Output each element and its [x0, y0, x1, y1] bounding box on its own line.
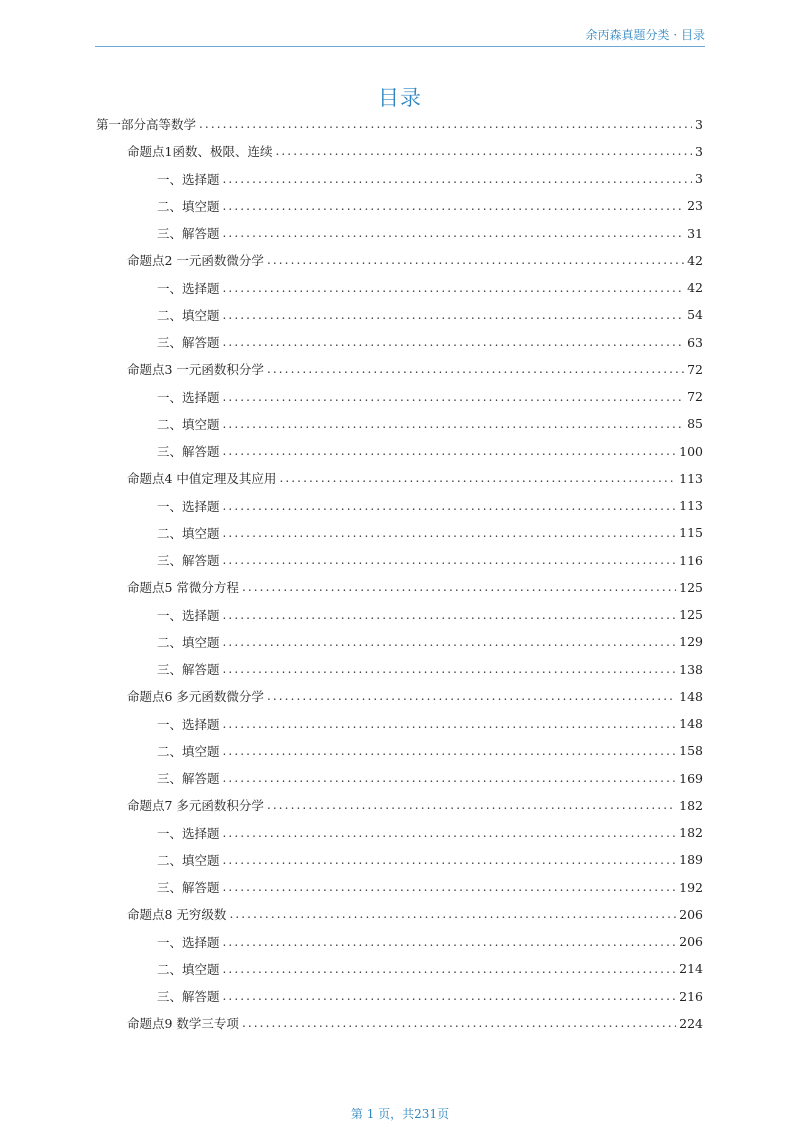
toc-dot-leader [223, 390, 685, 404]
toc-entry[interactable] [157, 331, 703, 353]
toc-entry-label: 三、解答题 [157, 771, 220, 786]
toc-entry[interactable] [127, 249, 703, 271]
toc-entry[interactable] [127, 576, 703, 598]
header-text: 余丙森真题分类 · 目录 [585, 28, 705, 42]
toc-dot-leader [223, 417, 685, 431]
toc-dot-leader [267, 253, 684, 267]
toc-entry[interactable] [157, 495, 703, 517]
toc-entry[interactable] [157, 195, 703, 217]
toc-dot-leader [223, 717, 677, 731]
toc-entry-page-number: 3 [695, 116, 703, 132]
toc-entry-label: 三、解答题 [157, 444, 220, 459]
toc-dot-leader [223, 880, 677, 894]
toc-entry-page-number: 42 [687, 252, 703, 268]
toc-entry[interactable] [157, 386, 703, 408]
toc-dot-leader [267, 362, 684, 376]
toc-entry[interactable] [127, 140, 703, 162]
toc-dot-leader [223, 826, 677, 840]
toc-entry-page-number: 125 [679, 579, 703, 595]
toc-entry[interactable] [157, 876, 703, 898]
toc-entry[interactable] [157, 767, 703, 789]
toc-entry-page-number: 125 [679, 607, 703, 622]
toc-entry-label: 二、填空题 [157, 307, 220, 323]
toc-entry[interactable] [157, 304, 703, 326]
toc-entry[interactable] [157, 931, 703, 953]
toc-entry[interactable] [157, 849, 703, 871]
toc-entry-label: 三、解答题 [157, 662, 220, 677]
toc-dot-leader [223, 962, 677, 976]
toc-entry[interactable] [127, 358, 703, 380]
toc-entry[interactable] [127, 1012, 703, 1034]
toc-entry-label: 命题点9 数学三专项 [127, 1016, 239, 1032]
toc-entry[interactable] [157, 222, 703, 244]
toc-entry-label: 第一部分高等数学 [96, 117, 197, 132]
toc-entry-label: 一、选择题 [157, 171, 220, 187]
toc-dot-leader [223, 553, 677, 567]
toc-entry[interactable] [127, 685, 703, 707]
toc-entry-label: 一、选择题 [157, 389, 220, 405]
toc-entry[interactable] [157, 958, 703, 980]
toc-entry[interactable] [157, 168, 703, 190]
toc-entry-label: 二、填空题 [157, 961, 220, 977]
toc-entry-label: 二、填空题 [157, 852, 220, 868]
toc-entry-label: 命题点7 多元函数积分学 [127, 798, 264, 814]
toc-entry-label: 命题点5 常微分方程 [127, 580, 239, 596]
page-header [95, 22, 705, 47]
toc-entry-page-number: 85 [687, 416, 703, 432]
toc-dot-leader [242, 1016, 676, 1030]
toc-title: 目录 [378, 86, 422, 110]
toc-entry-page-number: 72 [687, 389, 703, 404]
toc-entry-label: 二、填空题 [157, 416, 220, 432]
toc-entry-label: 二、填空题 [157, 525, 220, 541]
toc-entry-page-number: 214 [679, 961, 703, 977]
toc-entry-label: 一、选择题 [157, 825, 220, 841]
toc-entry[interactable] [157, 658, 703, 680]
toc-entry[interactable] [157, 522, 703, 544]
toc-entry[interactable] [157, 440, 703, 462]
toc-dot-leader [229, 907, 676, 921]
toc-entry[interactable] [127, 903, 703, 925]
toc-entry[interactable] [157, 413, 703, 435]
toc-entry-label: 命题点2 一元函数微分学 [127, 253, 264, 269]
toc-entry-label: 三、解答题 [157, 989, 220, 1004]
toc-dot-leader [223, 853, 677, 867]
toc-entry-page-number: 54 [687, 307, 703, 323]
toc-dot-leader [267, 689, 676, 703]
toc-entry-label: 一、选择题 [157, 498, 220, 514]
toc-entry-label: 二、填空题 [157, 634, 220, 650]
toc-entry-page-number: 169 [679, 770, 703, 786]
toc-entry[interactable] [127, 467, 703, 489]
toc-entry[interactable] [157, 822, 703, 844]
toc-entry-label: 命题点3 一元函数积分学 [127, 362, 264, 378]
toc-entry-page-number: 192 [679, 879, 703, 895]
toc-entry-page-number: 116 [679, 552, 703, 568]
toc-entry-page-number: 224 [679, 1015, 703, 1031]
toc-dot-leader [223, 308, 685, 322]
toc-entry-page-number: 3 [695, 143, 703, 159]
toc-entry-page-number: 148 [679, 688, 703, 704]
toc-entry-page-number: 148 [679, 716, 703, 731]
toc-dot-leader [275, 144, 692, 158]
toc-dot-leader [199, 117, 692, 131]
toc-dot-leader [223, 989, 677, 1003]
toc-entry-label: 三、解答题 [157, 226, 220, 241]
toc-entry-label: 命题点4 中值定理及其应用 [127, 471, 277, 487]
toc-dot-leader [223, 499, 677, 513]
toc-dot-leader [223, 662, 677, 676]
toc-entry[interactable] [127, 794, 703, 816]
toc-entry-page-number: 182 [679, 825, 703, 840]
toc-entry[interactable] [157, 631, 703, 653]
toc-entry-page-number: 31 [687, 225, 703, 241]
toc-entry[interactable] [157, 604, 703, 626]
toc-entry[interactable] [157, 549, 703, 571]
toc-dot-leader [279, 471, 676, 485]
toc-entry-label: 命题点1函数、极限、连续 [127, 144, 273, 160]
toc-dot-leader [223, 281, 685, 295]
toc-dot-leader [223, 226, 685, 240]
toc-entry-page-number: 138 [679, 661, 703, 677]
toc-entry[interactable] [157, 740, 703, 762]
toc-dot-leader [223, 526, 677, 540]
toc-entry-label: 一、选择题 [157, 934, 220, 950]
toc-dot-leader [223, 608, 677, 622]
toc-entry-page-number: 113 [679, 470, 703, 486]
toc-dot-leader [223, 199, 685, 213]
toc-entry-page-number: 158 [679, 743, 703, 759]
toc-entry-page-number: 23 [687, 198, 703, 214]
toc-dot-leader [223, 172, 693, 186]
toc-entry-label: 三、解答题 [157, 335, 220, 350]
toc-dot-leader [223, 335, 685, 349]
toc-entry[interactable] [157, 277, 703, 299]
toc-entry-page-number: 216 [679, 988, 703, 1004]
toc-dot-leader [223, 935, 677, 949]
toc-entry-page-number: 3 [695, 171, 703, 186]
toc-entry-label: 一、选择题 [157, 607, 220, 623]
toc-entry-label: 一、选择题 [157, 716, 220, 732]
toc-entry-page-number: 206 [679, 934, 703, 949]
toc-entry[interactable] [96, 113, 703, 135]
toc-dot-leader [223, 444, 677, 458]
toc-entry-page-number: 206 [679, 906, 703, 922]
toc-entry-label: 一、选择题 [157, 280, 220, 296]
toc-dot-leader [267, 798, 676, 812]
toc-entry-label: 二、填空题 [157, 743, 220, 759]
toc-dot-leader [223, 744, 677, 758]
toc-entry[interactable] [157, 713, 703, 735]
toc-entry-label: 三、解答题 [157, 553, 220, 568]
toc-entry-page-number: 129 [679, 634, 703, 650]
toc-entry-page-number: 63 [687, 334, 703, 350]
toc-entry-page-number: 72 [687, 361, 703, 377]
toc-entry-page-number: 100 [679, 443, 703, 459]
toc-entry-page-number: 115 [679, 525, 703, 541]
toc-entry-label: 命题点8 无穷级数 [127, 907, 227, 923]
toc-dot-leader [223, 771, 677, 785]
toc-dot-leader [242, 580, 676, 594]
toc-entry-page-number: 113 [679, 498, 703, 513]
toc-dot-leader [223, 635, 677, 649]
toc-entry-label: 二、填空题 [157, 198, 220, 214]
toc-entry-label: 命题点6 多元函数微分学 [127, 689, 264, 705]
toc-entry-page-number: 42 [687, 280, 703, 295]
toc-entry[interactable] [157, 985, 703, 1007]
page-footer: 第 1 页，共231页 [350, 1107, 450, 1121]
toc-entry-label: 三、解答题 [157, 880, 220, 895]
toc-entry-page-number: 189 [679, 852, 703, 868]
toc-entry-page-number: 182 [679, 797, 703, 813]
